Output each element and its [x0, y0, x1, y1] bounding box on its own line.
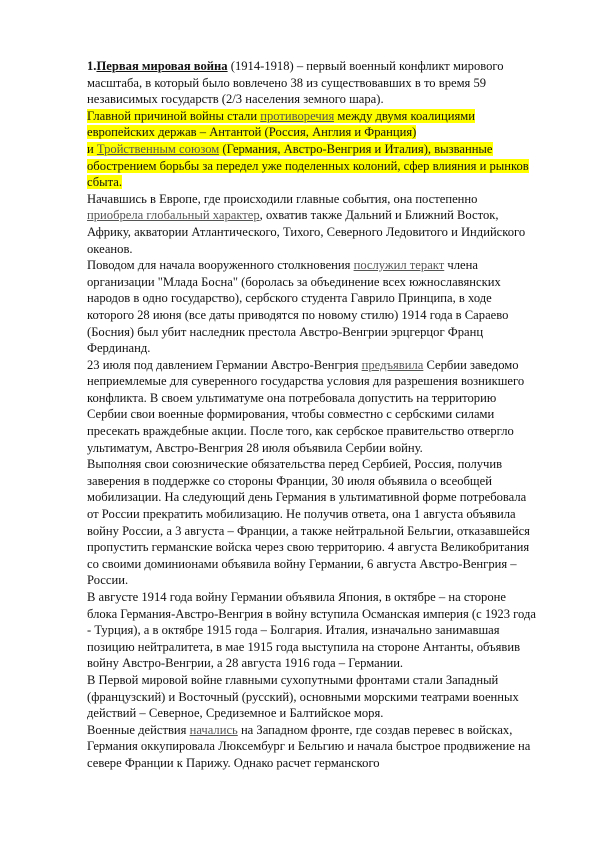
highlighted-text: и [87, 141, 97, 156]
paragraph-intro [87, 58, 536, 108]
intro-text: (1914-1918) – первый военный конфликт мирового масштаба, в который было вовлечено 38 из существовавших в то время 59 независимых государств (2/3 населения земного шара). [87, 59, 504, 107]
highlighted-text: между двумя коалициями европейских держав – Антантой (Россия, Англия и Франция) [87, 108, 475, 140]
paragraph-text: Поводом для начала вооруженного столкновения [87, 258, 354, 273]
global-character-link[interactable]: приобрела глобальный характер [87, 208, 260, 223]
paragraph-allies: В августе 1914 года войну Германии объявила Япония, в октябре – на стороне блока Германия-Австро-Венгрия в войну вступила Османская империя (с 1923 года - Турция), а в октябре 1915 года – Болгария. Италия, изначально занимавшая позицию нейтралитета, в мае 1915 года выступила на стороне Антанты, объявив войну Австро-Венгрии, а 28 августа 1916 года – Германии. [87, 590, 536, 671]
highlighted-text: Главной причиной войны стали [87, 108, 261, 123]
contradictions-link[interactable]: противоречия [260, 108, 335, 123]
paragraph-western-front [87, 722, 536, 772]
paragraph-pretext [87, 257, 536, 357]
paragraph-text: Сербии заведомо неприемлемые для суверенного государства условия для разрешения возникшего конфликта. В своем ультиматуме она потребовала допустить на территорию Сербии свои военные формирования, чтобы совместно с сербскими силами пресекать враждебные акции. После того, как сербское правительство отвергло ультиматум, Австро-Венгрия 28 июля объявила Сербии войну. [87, 357, 525, 455]
paragraph-text: на Западном фронте, где создав перевес в войсках, Германия оккупировала Люксембург и Бельгию и начала быстрое продвижение на севере Франции к Парижу. Однако расчет германского [87, 722, 531, 770]
paragraph-global [87, 191, 536, 257]
section-title-link[interactable]: Первая мировая война [96, 59, 228, 73]
presented-link[interactable]: предъявила [361, 357, 424, 372]
paragraph-ultimatum [87, 357, 536, 457]
triple-alliance-link[interactable]: Тройственным союзом [96, 141, 220, 156]
paragraph-text: , охватив также Дальний и Ближний Восток, Африку, акватории Атлантического, Тихого, Северного Ледовитого и Индийского океанов. [87, 208, 526, 256]
paragraph-text: Военные действия [87, 722, 190, 737]
paragraph-triple-alliance [87, 141, 536, 191]
highlighted-text: (Германия, Австро-Венгрия и Италия), вызванные обострением борьбы за передел уже поделенных колоний, сфер влияния и рынков сбыта. [87, 141, 529, 190]
paragraph-mobilization: Выполняя свои союзнические обязательства перед Сербией, Россия, получив заверения в поддержке со стороны Франции, 30 июля объявила о всеобщей мобилизации. На следующий день Германия в ультимативной форме потребовала от России прекратить мобилизацию. Не получив ответа, она 1 августа объявила войну России, а 3 августа – Франции, а также нейтральной Бельгии, отказавшейся пропустить германские войска через свою территорию. 4 августа Великобритания со своими доминионами объявила войну Германии, 6 августа Австро-Венгрия – России. [87, 457, 530, 588]
section-number: 1. [87, 59, 97, 73]
paragraph-cause [87, 108, 536, 141]
paragraph-text: 23 июля под давлением Германии Австро-Венгрия [87, 357, 362, 372]
paragraph-fronts: В Первой мировой войне главными сухопутными фронтами стали Западный (французский) и Восточный (русский), основными морскими театрами военных действий – Северное, Средиземное и Балтийское моря. [87, 672, 519, 721]
began-link[interactable]: начались [189, 722, 238, 737]
paragraph-text: члена организации "Млада Босна" (боролась за объединение всех южнославянских народов в одно государство), сербского студента Гаврило Принципа, в ходе которого 28 июня (все даты приводятся по новому стилю) 1914 года в Сараево (Босния) был убит наследник престола Австро-Венгрии эрцгерцог Франц Фердинанд. [87, 258, 509, 356]
paragraph-text: Начавшись в Европе, где происходили главные события, она постепенно [87, 191, 478, 206]
terror-act-link[interactable]: послужил теракт [353, 258, 445, 273]
